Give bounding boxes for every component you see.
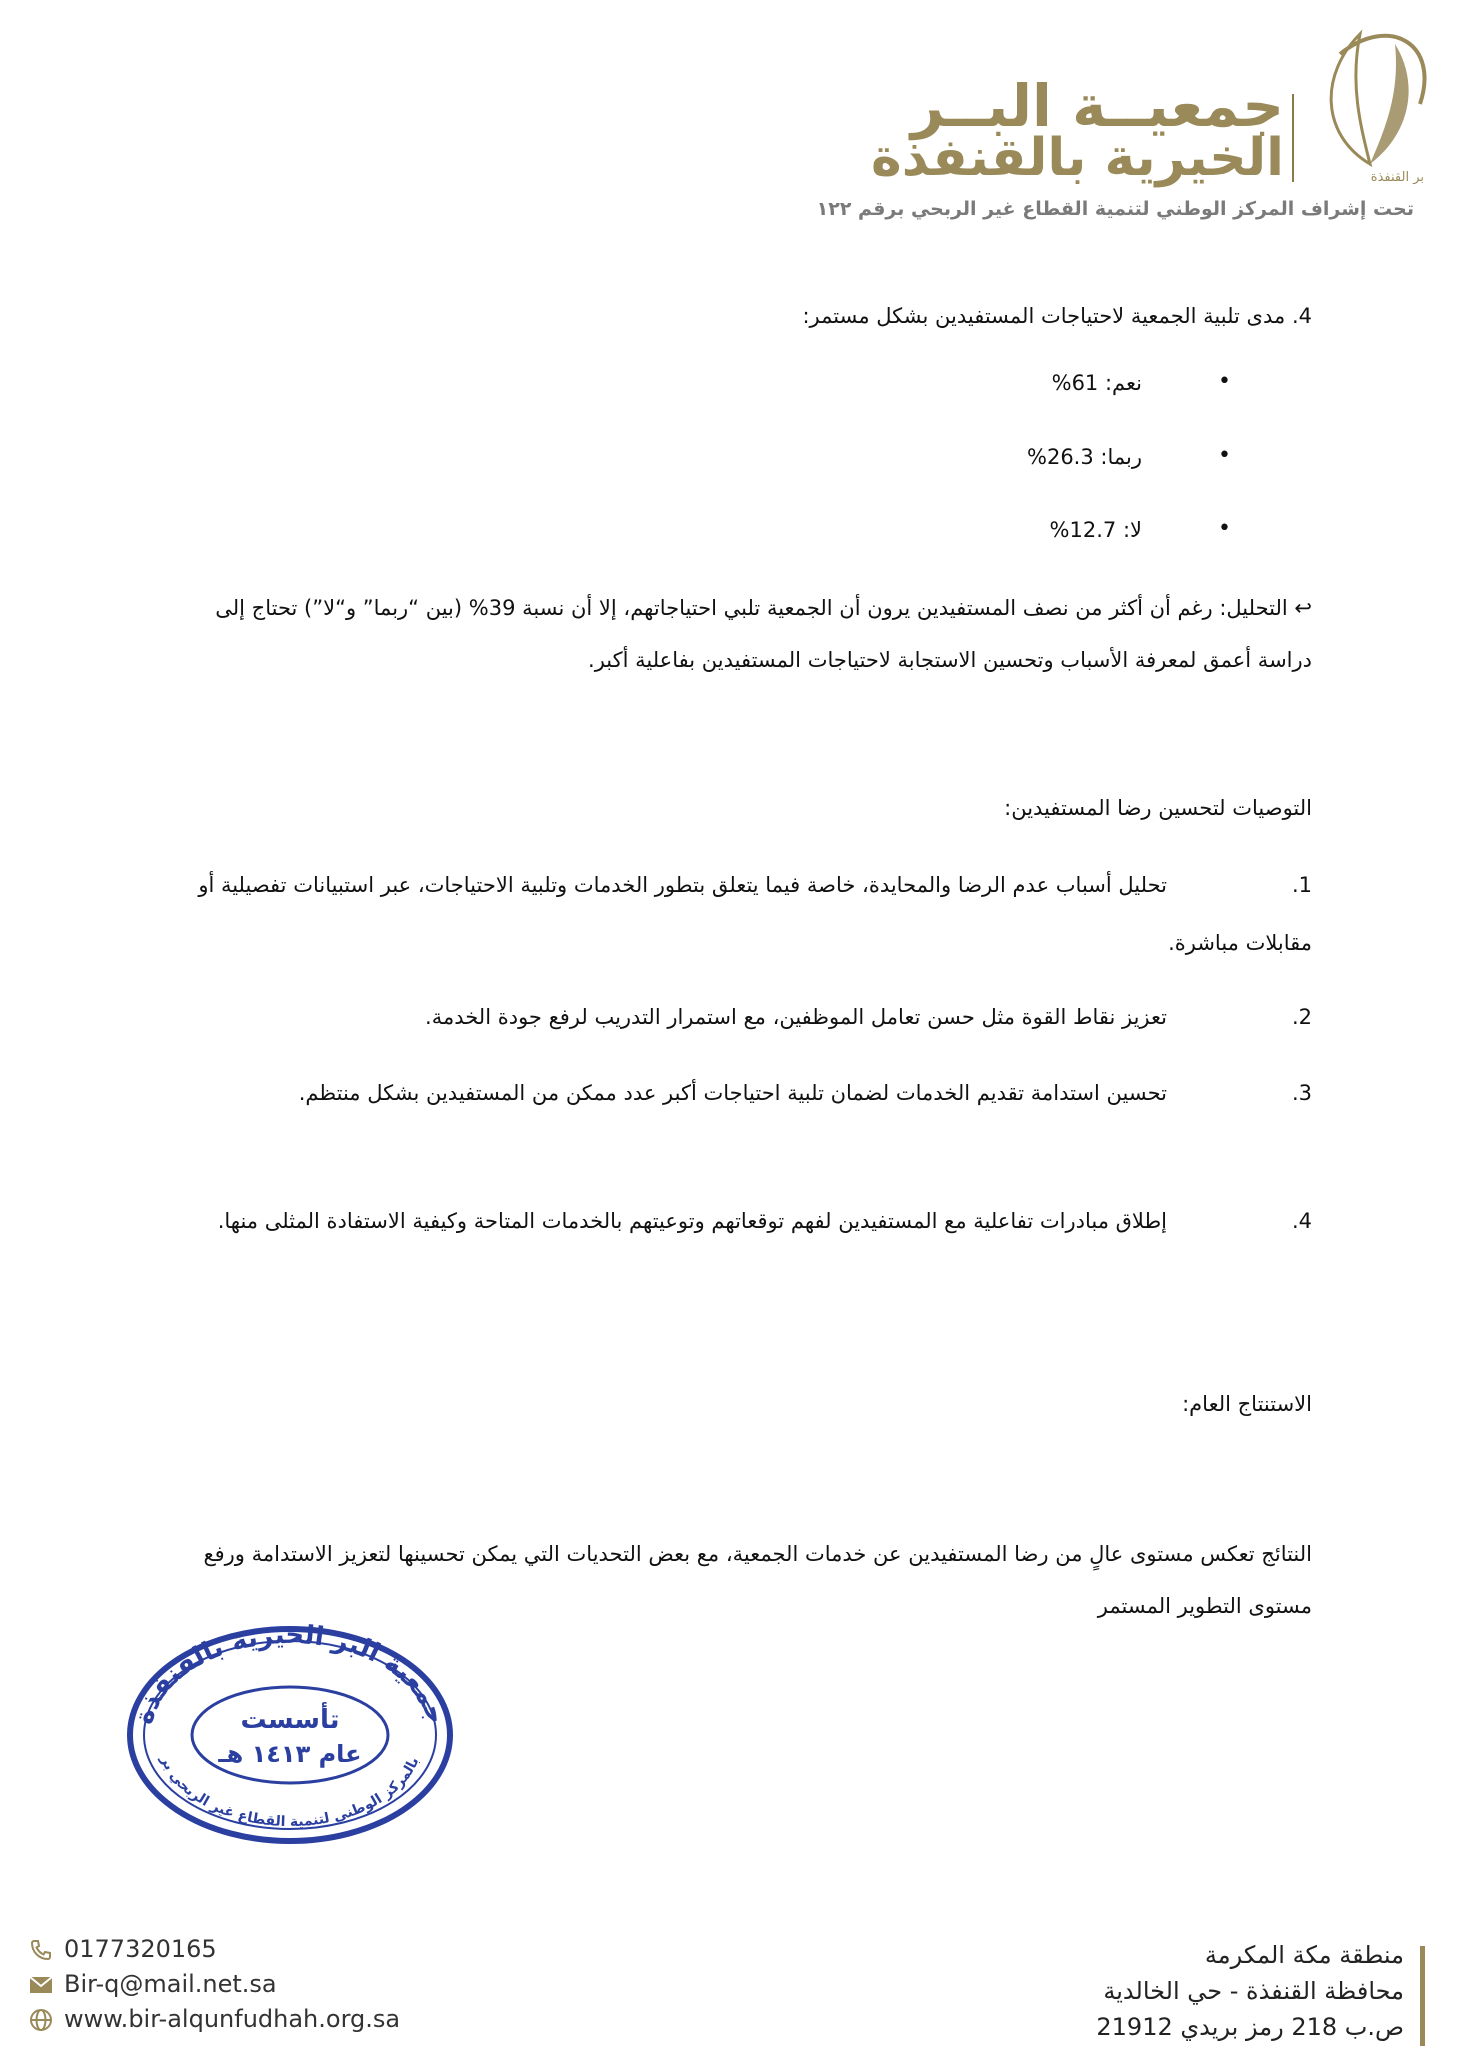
recommendation-text: تحليل أسباب عدم الرضا والمحايدة، خاصة فيما يتعلق بتطور الخدمات وتلبية الاحتياجات، عبر استبيانات تفصيلية أو مقابلات مباشرة.: [198, 873, 1312, 955]
bullet-icon: •: [1218, 369, 1231, 394]
website-url[interactable]: www.bir-alqunfudhah.org.sa: [64, 2005, 401, 2033]
recommendation-item: [162, 856, 1312, 972]
logo-mark-label: بر القنفذة: [1370, 170, 1424, 185]
stamp-bottom-text: بالمركز الوطني لتنمية القطاع غير الربحي بر: [157, 1753, 423, 1831]
contact-website-row: [28, 2002, 400, 2037]
question-title: 4. مدى تلبية الجمعية لاحتياجات المستفيدين بشكل مستمر:: [802, 304, 1312, 328]
globe-icon: [28, 2007, 54, 2033]
contact-email-row: [28, 1967, 400, 2002]
bullet-icon: •: [1218, 443, 1231, 468]
answer-yes: نعم: 61%: [1051, 371, 1142, 395]
recommendation-number: 3.: [1291, 1081, 1312, 1105]
conclusion-title: الاستنتاج العام:: [1182, 1392, 1312, 1416]
org-name-line1: جمعيــة البــر: [910, 72, 1284, 140]
contact-phone-row: [28, 1932, 400, 1967]
leaf-logo-icon: [1300, 14, 1440, 188]
stamp-center-line1: تأسست: [240, 1705, 340, 1735]
recommendation-text: تعزيز نقاط القوة مثل حسن تعامل الموظفين، مع استمرار التدريب لرفع جودة الخدمة.: [425, 1005, 1167, 1029]
recommendation-text: تحسين استدامة تقديم الخدمات لضمان تلبية احتياجات أكبر عدد ممكن من المستفيدين بشكل منتظم.: [298, 1081, 1167, 1105]
contact-block: [28, 1932, 400, 2037]
recommendation-item: [162, 988, 1312, 1046]
official-stamp: [120, 1620, 460, 1854]
bullet-icon: •: [1218, 516, 1231, 541]
phone-number[interactable]: 0177320165: [64, 1935, 217, 1963]
email-address[interactable]: Bir-q@mail.net.sa: [64, 1970, 277, 1998]
conclusion-paragraph: النتائج تعكس مستوى عالٍ من رضا المستفيدين عن خدمات الجمعية، مع بعض التحديات التي يمكن تحسينها لتعزيز الاستدامة ورفع مستوى التطوير المستمر: [203, 1542, 1312, 1618]
org-name-line2: الخيرية بالقنفذة: [871, 128, 1284, 188]
recommendation-number: 1.: [1291, 873, 1312, 897]
logo-divider: [1292, 94, 1294, 182]
recommendations-title: التوصيات لتحسين رضا المستفيدين:: [1004, 796, 1312, 820]
answer-maybe: ربما: 26.3%: [1026, 445, 1142, 469]
address-block: [1096, 1937, 1404, 2045]
recommendation-item: [162, 1062, 1312, 1124]
answer-no: لا: 12.7%: [1049, 518, 1142, 542]
recommendation-item: [162, 1190, 1312, 1252]
supervision-subtitle: تحت إشراف المركز الوطني لتنمية القطاع غير الربحي برقم ١٢٢: [816, 198, 1414, 220]
footer-divider: [1420, 1946, 1425, 2046]
stamp-outer-text: جمعية البر الخيرية بالقنفذة: [128, 1620, 452, 1728]
address-postal: ص.ب 218 رمز بريدي 21912: [1096, 2013, 1404, 2041]
analysis-paragraph: ↩ التحليل: رغم أن أكثر من نصف المستفيدين يرون أن الجمعية تلبي احتياجاتهم، إلا أن نسبة 39% (بين “ربما” و“لا”) تحتاج إلى دراسة أعمق لمعرفة الأسباب وتحسين الاستجابة لاحتياجات المستفيدين بفاعلية أكبر.: [215, 596, 1312, 672]
address-region: منطقة مكة المكرمة: [1204, 1941, 1404, 1969]
recommendation-number: 2.: [1291, 1005, 1312, 1029]
recommendation-number: 4.: [1291, 1209, 1312, 1233]
recommendation-text: إطلاق مبادرات تفاعلية مع المستفيدين لفهم توقعاتهم وتوعيتهم بالخدمات المتاحة وكيفية الاستفادة المثلى منها.: [217, 1209, 1167, 1233]
phone-icon: [28, 1937, 54, 1963]
address-city: محافظة القنفذة - حي الخالدية: [1103, 1977, 1404, 2005]
stamp-center-line2: عام ١٤١٣ هـ: [218, 1740, 362, 1768]
email-icon: [28, 1972, 54, 1998]
